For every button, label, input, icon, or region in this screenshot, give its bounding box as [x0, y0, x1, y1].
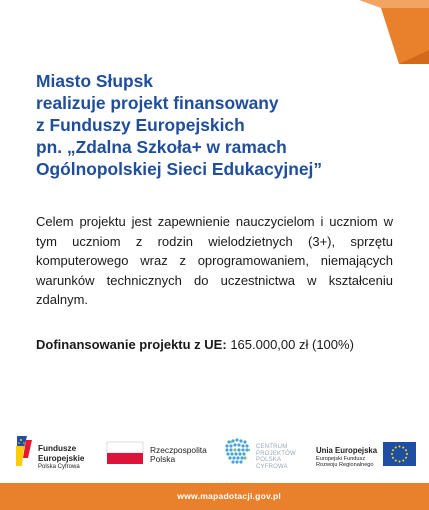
funding-value: 165.000,00 zł (100%)	[230, 337, 354, 352]
corner-decoration	[289, 0, 429, 64]
headline	[36, 70, 416, 180]
headline-line: Ogólnopolskiej Sieci Edukacyjnej”	[36, 159, 323, 179]
funding-line	[36, 337, 406, 352]
eu-flag-icon	[382, 430, 418, 470]
logo-unia-europejska	[312, 430, 422, 470]
footer-bar	[0, 483, 429, 510]
headline-line: pn. „Zdalna Szkoła+ w ramach	[36, 137, 287, 157]
logo-rzeczpospolita-polska	[106, 430, 206, 470]
logo-fundusze-europejskie	[14, 430, 114, 470]
logo-text: Rozwoju Regionalnego	[316, 462, 374, 468]
funding-label: Dofinansowanie projektu z UE:	[36, 337, 227, 352]
cpsc-map-icon	[222, 430, 256, 470]
headline-line: z Funduszy Europejskich	[36, 115, 245, 135]
headline-line: realizuje projekt finansowany	[36, 93, 279, 113]
headline-line: Miasto Słupsk	[36, 71, 153, 91]
logo-text: POLSKA	[256, 457, 282, 463]
fundusze-europejskie-icon	[14, 430, 36, 470]
logo-text: Polska	[150, 454, 176, 464]
logo-bar	[0, 430, 429, 480]
logo-text: CENTRUM	[256, 444, 288, 450]
logo-text: Polska Cyfrowa	[38, 464, 80, 470]
logo-text: Fundusze	[38, 444, 77, 453]
logo-text: Europejskie	[38, 454, 85, 463]
logo-text: PROJEKTÓW	[256, 450, 296, 457]
footer-url-link[interactable]: www.mapadotacji.gov.pl	[177, 491, 281, 501]
logo-text: Unia Europejska	[316, 446, 378, 455]
logo-text: CYFROWA	[256, 463, 288, 470]
logo-centrum-projektow-polska-cyfrowa	[222, 430, 312, 470]
logo-text: Europejski Fundusz	[316, 456, 366, 462]
polish-flag-icon	[106, 430, 146, 470]
project-description: Celem projektu jest zapewnienie nauczycielom i uczniom w tym uczniom z rodzin wielodzietnych (3+), sprzętu komputerowego wraz z oprogramowaniem, niemających warunków technicznych do uczestnictwa w kształceniu zdalnym.	[36, 214, 393, 308]
logo-text: Rzeczpospolita	[150, 445, 207, 455]
